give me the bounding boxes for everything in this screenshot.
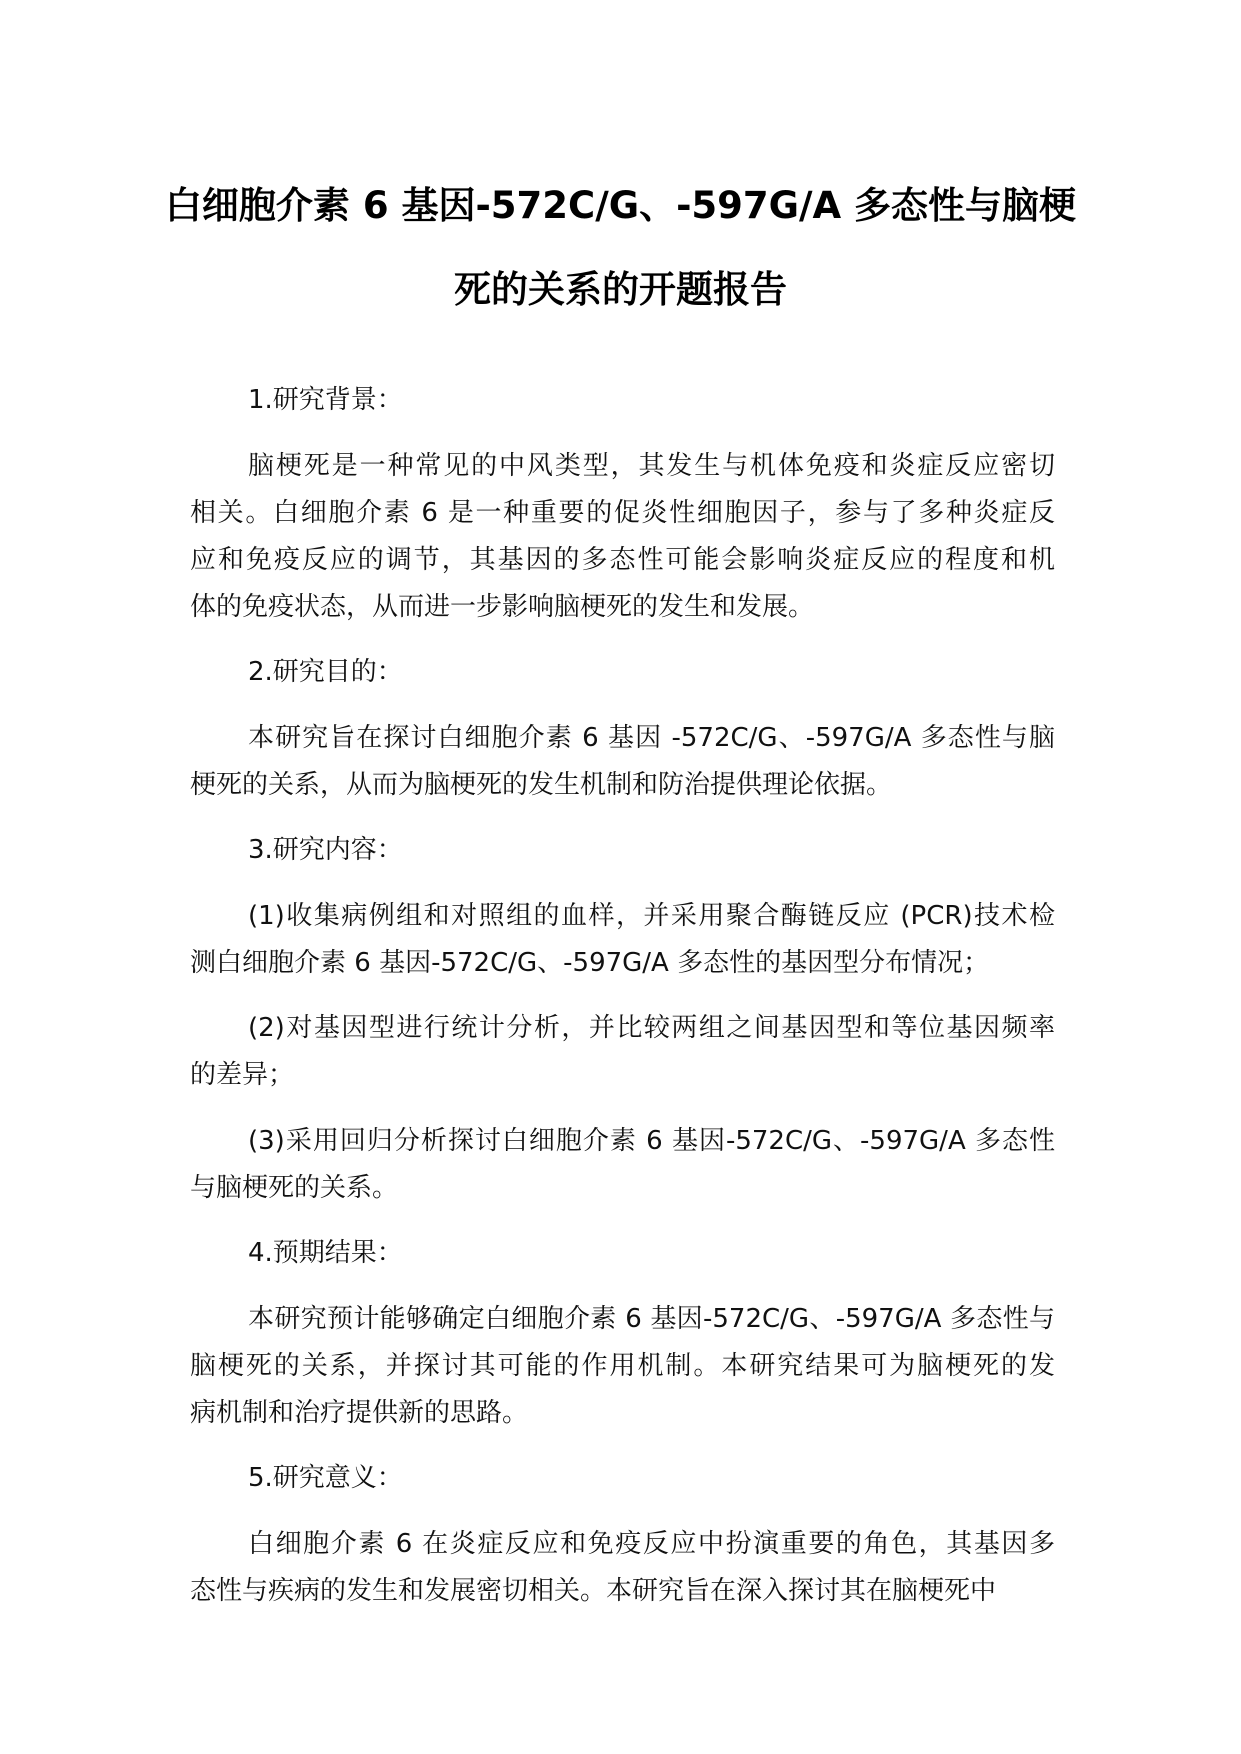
paragraph-line: 病机制和治疗提供新的思路。 <box>190 1397 529 1428</box>
document-body <box>190 377 1055 1633</box>
paragraph-line: 与脑梗死的关系。 <box>190 1172 399 1203</box>
title-line-1: 白细胞介素 6 基因-572C/G、-597G/A 多态性与脑梗 <box>164 184 1077 227</box>
paragraph-line: 本研究预计能够确定白细胞介素 6 基因-572C/G、-597G/A 多态性与 <box>248 1303 1055 1334</box>
paragraph-line: 的差异； <box>190 1060 295 1090</box>
section-heading: 2.研究目的： <box>248 657 403 687</box>
section-heading: 5.研究意义： <box>248 1463 403 1493</box>
paragraph-line: 梗死的关系，从而为脑梗死的发生机制和防治提供理论依据。 <box>190 769 893 800</box>
paragraph-line: 脑梗死的关系，并探讨其可能的作用机制。本研究结果可为脑梗死的发 <box>190 1350 1055 1381</box>
paragraph-line: 相关。白细胞介素 6 是一种重要的促炎性细胞因子，参与了多种炎症反 <box>190 497 1055 528</box>
paragraph-line: (2)对基因型进行统计分析，并比较两组之间基因型和等位基因频率 <box>248 1013 1055 1043</box>
paragraph <box>190 1296 1055 1437</box>
paragraph <box>190 1521 1055 1615</box>
section-heading: 1.研究背景： <box>248 385 403 415</box>
paragraph-line: 脑梗死是一种常见的中风类型，其发生与机体免疫和炎症反应密切 <box>248 450 1055 481</box>
paragraph <box>190 1005 1055 1099</box>
paragraph-line: 体的免疫状态，从而进一步影响脑梗死的发生和发展。 <box>190 591 815 622</box>
section-heading: 4.预期结果： <box>248 1238 403 1268</box>
paragraph-line: (1)收集病例组和对照组的血样，并采用聚合酶链反应 (PCR)技术检 <box>248 900 1055 931</box>
paragraph-line: 应和免疫反应的调节，其基因的多态性可能会影响炎症反应的程度和机 <box>190 544 1055 575</box>
paragraph-line: 白细胞介素 6 在炎症反应和免疫反应中扮演重要的角色，其基因多 <box>248 1528 1055 1559</box>
paragraph-line: (3)采用回归分析探讨白细胞介素 6 基因-572C/G、-597G/A 多态性 <box>248 1125 1055 1156</box>
paragraph-line: 本研究旨在探讨白细胞介素 6 基因 -572C/G、-597G/A 多态性与脑 <box>248 722 1055 753</box>
title-line-2: 死的关系的开题报告 <box>454 268 787 311</box>
paragraph-line: 测白细胞介素 6 基因-572C/G、-597G/A 多态性的基因型分布情况； <box>190 947 990 978</box>
paragraph <box>190 715 1055 809</box>
paragraph <box>190 443 1055 631</box>
document-title <box>0 164 1241 332</box>
paragraph <box>190 1118 1055 1212</box>
paragraph <box>190 893 1055 987</box>
paragraph-line: 态性与疾病的发生和发展密切相关。本研究旨在深入探讨其在脑梗死中 <box>190 1575 997 1606</box>
section-heading: 3.研究内容： <box>248 835 403 865</box>
